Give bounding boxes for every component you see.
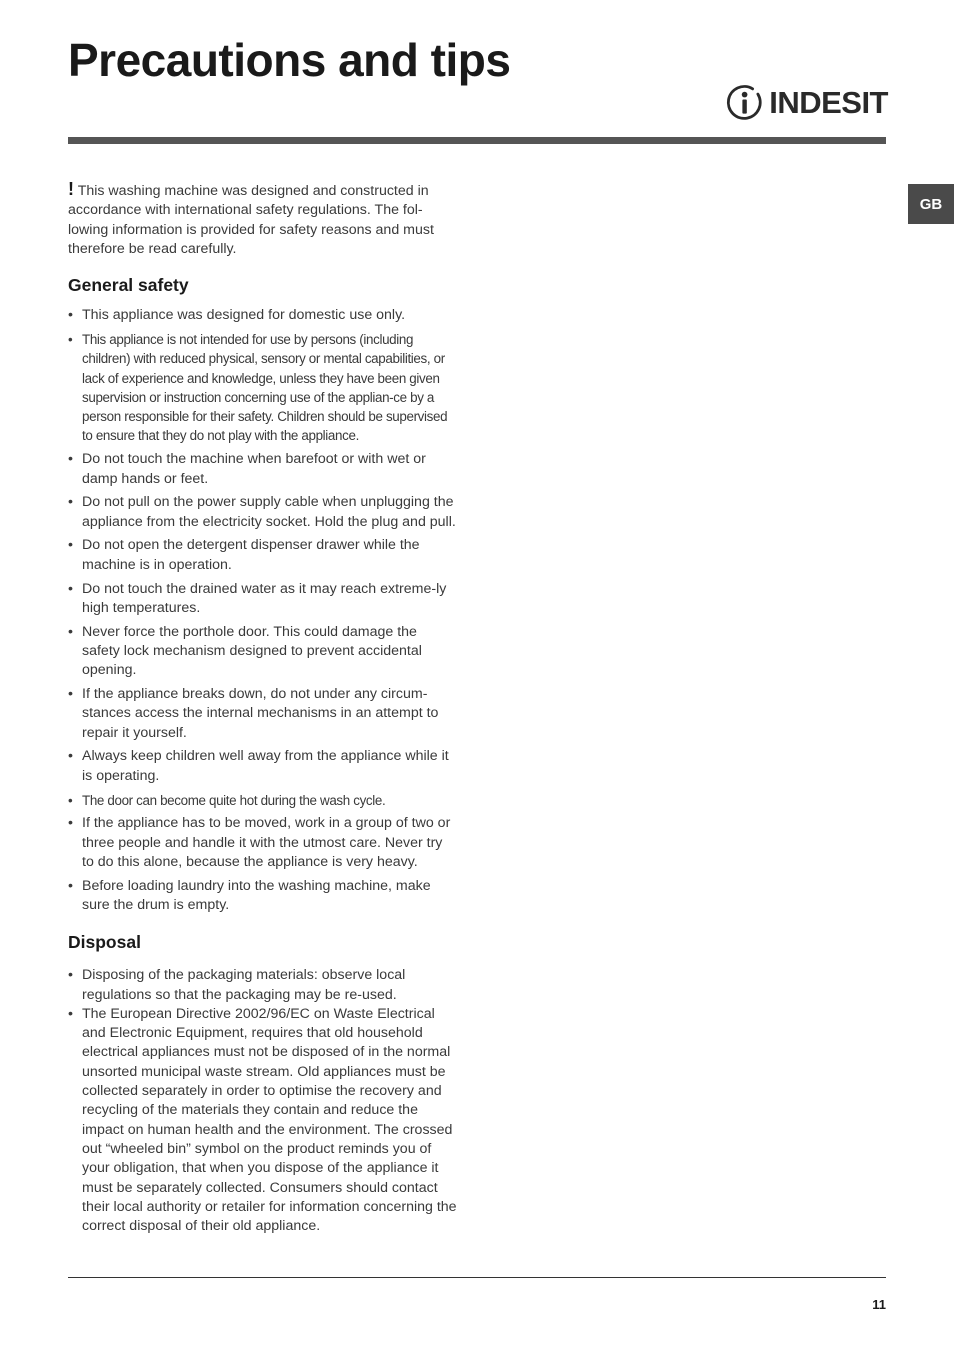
brand-logo xyxy=(726,82,888,124)
section-heading-general-safety: General safety xyxy=(68,275,189,296)
list-item: • If the appliance breaks down, do not under any circum-stances access the internal mechanisms in an attempt to repair it yourself. xyxy=(68,686,439,741)
language-tab: GB xyxy=(908,184,954,224)
page-number: 11 xyxy=(872,1297,886,1312)
list-item: • The European Directive 2002/96/EC on Waste Electrical and Electronic Equipment, requires that old household electrical appliances must not be disposed of in the normal unsorted municipal waste stream. Old appliances must be collected separately in order to optimise the recovery and recycling of the materials they contain and reduce the impact on human health and the environment. The crossed out “wheeled bin” symbol on the product reminds you of your obligation, that when you dispose of the appliance it must be separately collected. Consumers should contact their local authority or retailer for information concerning the correct disposal of their old appliance. xyxy=(68,1005,457,1235)
footer-divider xyxy=(68,1277,886,1278)
brand-logo-text: INDESIT xyxy=(769,85,888,120)
warning-mark: ! xyxy=(68,179,74,199)
list-item: • This appliance is not intended for use by persons (including children) with reduced physical, sensory or mental capabilities, or lack of experience and knowledge, unless they have been given supervision or instruction concerning use of the applian-ce by a person responsible for their safety. Children should be supervised to ensure that they do not play with the appliance. xyxy=(68,331,448,444)
list-item: • Do not touch the drained water as it may reach extreme-ly high temperatures. xyxy=(68,580,447,616)
disposal-list xyxy=(68,966,458,1236)
header-divider xyxy=(68,137,886,144)
general-safety-list xyxy=(68,306,458,915)
list-item: • Never force the porthole door. This could damage the safety lock mechanism designed to prevent accidental opening. xyxy=(68,623,422,679)
list-item: • Do not open the detergent dispenser drawer while the machine is in operation. xyxy=(68,537,420,573)
section-heading-disposal: Disposal xyxy=(68,932,141,953)
list-item: • Before loading laundry into the washing machine, make sure the drum is empty. xyxy=(68,877,431,913)
list-item: • If the appliance has to be moved, work in a group of two or three people and handle it with the utmost care. Never try to do this alone, because the appliance is very heavy. xyxy=(68,815,451,870)
intro-paragraph xyxy=(68,180,458,259)
brand-logo-mark-icon xyxy=(726,82,763,124)
main-column xyxy=(68,180,458,1236)
list-item: • Always keep children well away from the appliance while it is operating. xyxy=(68,748,449,784)
list-item: • This appliance was designed for domestic use only. xyxy=(68,307,406,324)
list-item: • Do not pull on the power supply cable when unplugging the appliance from the electricity socket. Hold the plug and pull. xyxy=(68,494,456,530)
list-item: • The door can become quite hot during the wash cycle. xyxy=(68,792,386,808)
list-item: • Disposing of the packaging materials: observe local regulations so that the packaging may be re-used. xyxy=(68,967,406,1003)
page-title: Precautions and tips xyxy=(68,34,511,86)
intro-text: This washing machine was designed and constructed in accordance with international safety regulations. The fol-lowing information is provided for safety reasons and must therefore be read carefully. xyxy=(68,183,434,257)
list-item: • Do not touch the machine when barefoot or with wet or damp hands or feet. xyxy=(68,451,426,487)
